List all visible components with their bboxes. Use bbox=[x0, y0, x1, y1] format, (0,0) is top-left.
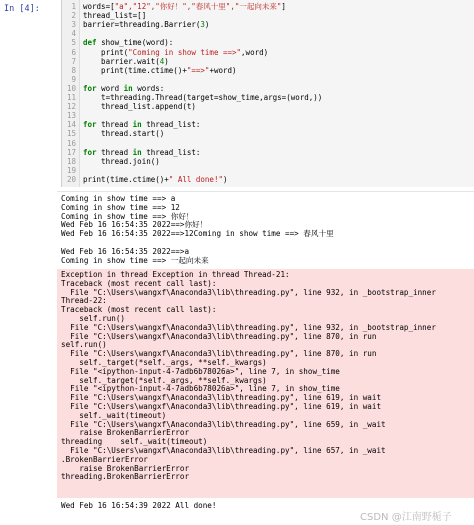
line-number: 14 bbox=[66, 120, 76, 130]
code-line: thread_list=[] bbox=[83, 11, 147, 21]
final-output: Wed Feb 16 16:54:39 2022 All done! bbox=[61, 501, 217, 510]
code-line: def show_time(word): bbox=[83, 38, 174, 48]
line-number: 18 bbox=[66, 156, 76, 166]
line-number: 7 bbox=[71, 56, 76, 66]
line-number: 19 bbox=[66, 165, 76, 175]
output-separator bbox=[57, 191, 474, 192]
watermark: CSDN @江南野栀子 bbox=[360, 512, 452, 523]
line-number: 9 bbox=[71, 74, 76, 84]
code-line: barrier.wait(4) bbox=[83, 56, 169, 66]
line-number-gutter bbox=[62, 0, 80, 187]
code-line: for thread in thread_list: bbox=[83, 120, 201, 130]
code-line: thread_list.append(t) bbox=[83, 102, 196, 112]
line-number: 5 bbox=[71, 38, 76, 48]
line-number: 8 bbox=[71, 65, 76, 75]
code-line: print(time.ctime()+" All done!") bbox=[83, 174, 228, 184]
code-line: thread.join() bbox=[83, 156, 160, 166]
line-number: 13 bbox=[66, 111, 76, 121]
line-number: 12 bbox=[66, 102, 76, 112]
line-number: 17 bbox=[66, 147, 76, 157]
stderr-output: Exception in thread Exception in thread Thread-21: Traceback (most recent call last): File "C:\Users\wangxf\Anaconda3\lib\threading.py", line 932, in _bootstrap_inner Thread-22: Traceback (most recent call last): self.run() File "C:\Users\wangxf\Anaconda3\lib\threading.py", line 932, in _bootstrap_inner File "C:\Users\wangxf\Anaconda3\lib\threading.py", line 870, in run self.run() File "C:\Users\wangxf\Anaconda3\lib\threading.py", line 870, in run self._target(*self._args, **self._kwargs) File "<ipython-input-4-7adb6b78026a>", line 7, in show_time self._target(*self._args, **self._kwargs) File "<ipython-input-4-7adb6b78026a>", line 7, in show_time File "C:\Users\wangxf\Anaconda3\lib\threading.py", line 619, in wait File "C:\Users\wangxf\Anaconda3\lib\threading.py", line 619, in wait self._wait(timeout) File "C:\Users\wangxf\Anaconda3\lib\threading.py", line 659, in _wait raise BrokenBarrierError threading self._wait(timeout) File "C:\Users\wangxf\Anaconda3\lib\threading.py", line 657, in _wait .BrokenBarrierError raise BrokenBarrierError threading.BrokenBarrierError bbox=[61, 270, 436, 482]
line-number: 16 bbox=[66, 138, 76, 148]
code-line: for word in words: bbox=[83, 83, 165, 93]
code-line: for thread in thread_list: bbox=[83, 147, 201, 157]
code-line: t=threading.Thread(target=show_time,args=(word,)) bbox=[83, 93, 323, 102]
line-number: 4 bbox=[71, 29, 76, 39]
line-number: 2 bbox=[71, 11, 76, 21]
code-line: barrier=threading.Barrier(3) bbox=[83, 20, 210, 30]
line-number: 3 bbox=[71, 20, 76, 30]
code-line: thread.start() bbox=[83, 129, 165, 139]
line-number: 20 bbox=[66, 174, 76, 184]
code-line: print("Coming in show time ==>",word) bbox=[83, 47, 269, 57]
code-line: words=["a","12","你好！","春风十里","一起向未来"] bbox=[83, 2, 286, 11]
line-number: 11 bbox=[66, 93, 76, 102]
code-cell[interactable] bbox=[61, 0, 474, 187]
code-line: print(time.ctime()+"==>"+word) bbox=[83, 65, 237, 75]
line-number: 6 bbox=[71, 47, 76, 57]
line-number: 15 bbox=[66, 129, 76, 139]
line-number: 1 bbox=[71, 2, 76, 11]
cell-prompt: In [4]: bbox=[4, 4, 40, 14]
stdout-output: Coming in show time ==> a Coming in show time ==> 12 Coming in show time ==> 你好！ Wed Feb 16 16:54:35 2022==>你好！ Wed Feb 16 16:54:35 2022==>12Coming in show time ==> 春风十里 Wed Feb 16 16:54:35 2022==>a Coming in show time ==> 一起向未来 bbox=[61, 194, 334, 265]
line-number: 10 bbox=[66, 83, 76, 93]
